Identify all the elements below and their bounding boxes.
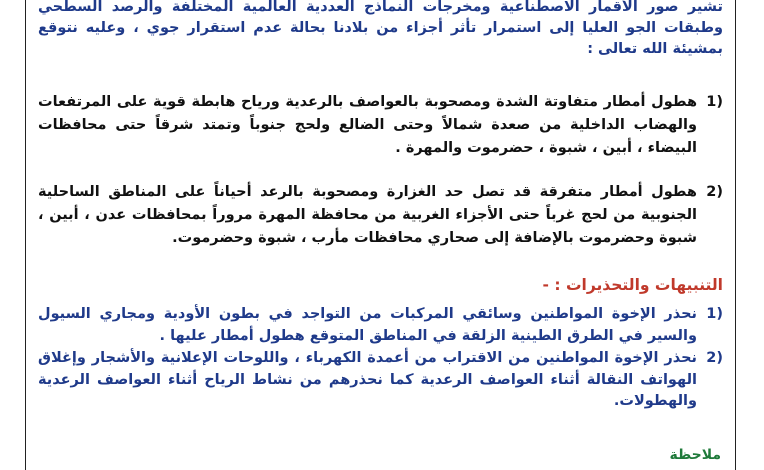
forecast-item-1 xyxy=(38,91,723,160)
forecast-number: 1) xyxy=(706,94,723,110)
warning-text: نحذر الإخوة المواطنين وسائقي المركبات من التواجد في بطون الأودية ومجاري السيول والسير في الطرق الطينية الزلقة في المناطق المتوقع هطول أمطار عليها . xyxy=(38,306,697,344)
warnings-heading: التنبيهات والتحذيرات : - xyxy=(542,276,723,294)
warning-text: نحذر الإخوة المواطنين من الاقتراب من أعمدة الكهرباء ، واللوحات الإعلانية والأشجار وإغلاق الهواتف النقالة أثناء العواصف الرعدية كما نحذرهم من نشاط الرياح أثناء العواصف الرعدية والهطولات. xyxy=(38,350,697,409)
warning-number: 2) xyxy=(706,350,723,366)
warning-item-1 xyxy=(38,304,723,347)
warning-number: 1) xyxy=(706,306,723,322)
forecast-text: هطول أمطار متفاوتة الشدة ومصحوبة بالعواصف بالرعدية ورياح هابطة قوية على المرتفعات والهضاب الداخلية من صعدة شمالاً وحتى الضالع ولحج جنوباً وتمتد شرقاً حتى محافظات البيضاء ، أبين ، شبوة ، حضرموت والمهرة . xyxy=(38,94,697,156)
forecast-item-2 xyxy=(38,181,723,250)
warning-item-2 xyxy=(38,348,723,413)
intro-paragraph: تشير صور الأقمار الاصطناعية ومخرجات النماذج العددية العالمية المختلفة والرصد السطحي وطبقات الجو العليا إلى استمرار تأثر أجزاء من بلادنا بحالة عدم استقرار جوي ، وعليه نتوقع بمشيئة الله تعالى : xyxy=(38,0,723,57)
bulletin-page xyxy=(25,0,736,470)
footnote-label: ملاحظة xyxy=(669,447,721,463)
forecast-text: هطول أمطار متفرقة قد تصل حد الغزارة ومصحوبة بالرعد أحياناً على المناطق الساحلية الجنوبية من لحج غرباً حتى الأجزاء الغربية من محافظة المهرة مروراً بمحافظات عدن ، أبين ، شبوة وحضرموت بالإضافة إلى صحاري محافظات مأرب ، شبوة وحضرموت. xyxy=(38,184,697,246)
forecast-number: 2) xyxy=(706,184,723,200)
